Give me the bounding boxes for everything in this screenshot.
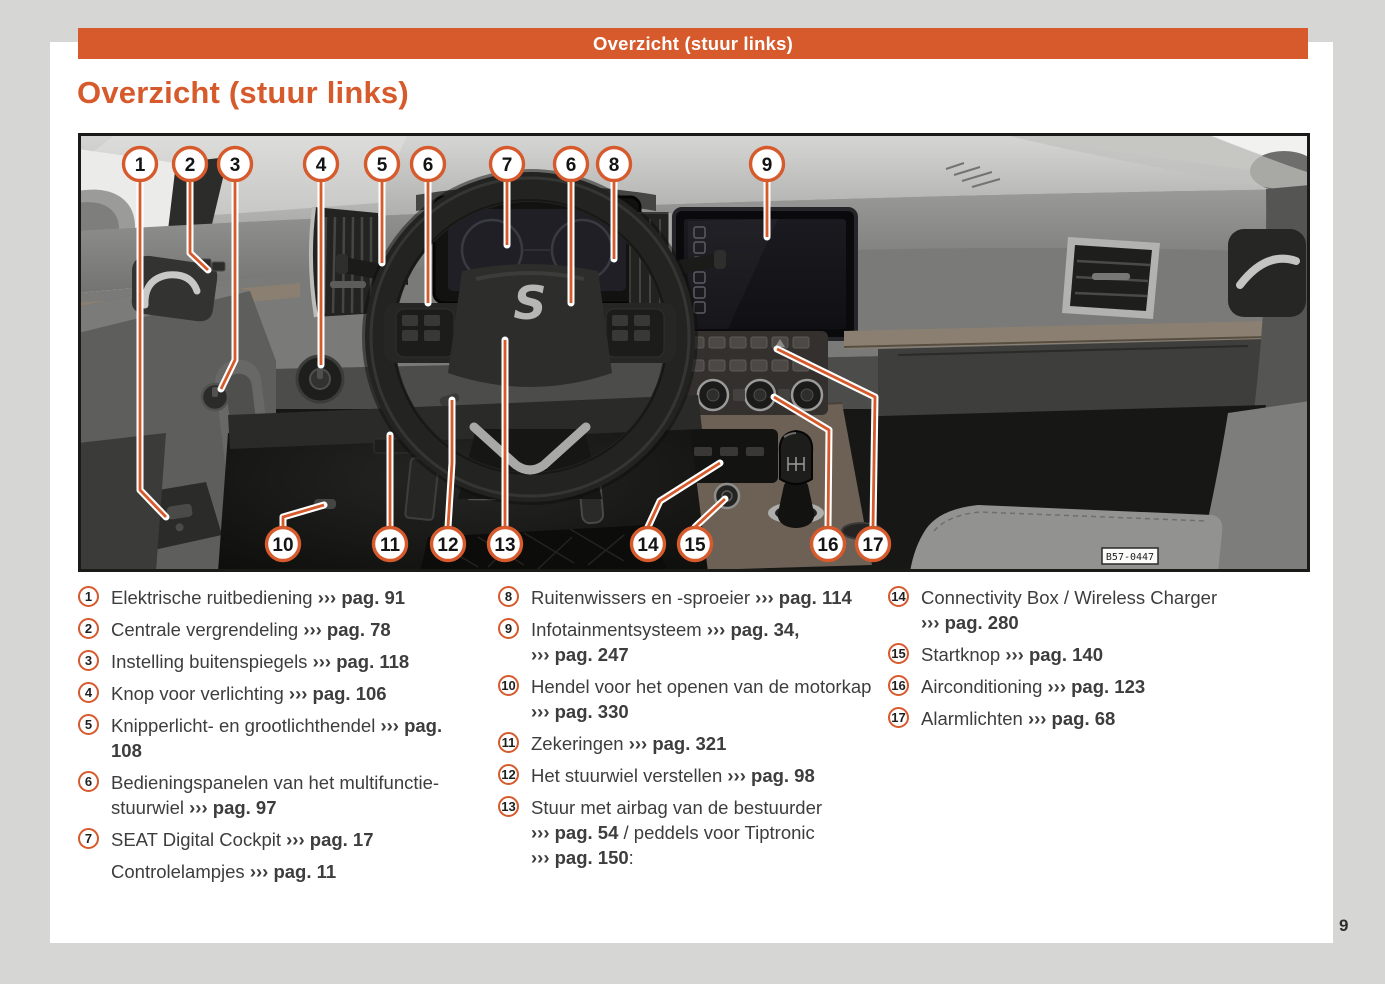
page-number: 9 xyxy=(1339,916,1349,935)
legend-item-number: 13 xyxy=(498,796,519,817)
legend-item-number: 15 xyxy=(888,643,909,664)
climate-control-panel xyxy=(680,331,828,415)
legend-text-segment: Alarmlichten xyxy=(921,708,1028,729)
legend-item-number: 9 xyxy=(498,618,519,639)
page-ref[interactable]: ››› pag. 98 xyxy=(727,765,815,786)
callout-number-3: 3 xyxy=(229,155,241,176)
legend-text-segment: Hendel voor het openen van de motorkap xyxy=(531,676,872,697)
legend-item-number: 2 xyxy=(78,618,99,639)
callout-number-7: 7 xyxy=(501,155,513,176)
legend-item-text xyxy=(111,770,439,820)
legend-item xyxy=(498,795,888,870)
legend-item-text xyxy=(111,713,442,763)
legend-item xyxy=(498,617,888,667)
legend-text-segment: Bedieningspanelen van het multifunctie- xyxy=(111,772,440,793)
figure-code-label xyxy=(1102,548,1158,564)
legend-text-segment: Zekeringen xyxy=(531,733,629,754)
legend-column-3 xyxy=(888,585,1320,738)
legend-text-segment: Het stuurwiel verstellen xyxy=(531,765,728,786)
legend-item-text xyxy=(921,674,1145,699)
page-ref[interactable]: ››› pag. 17 xyxy=(286,829,374,850)
legend-text-segment: Startknop xyxy=(921,644,1006,665)
legend-item xyxy=(888,642,1320,667)
legend-text-segment: : xyxy=(628,847,634,868)
legend-item-text xyxy=(531,617,799,667)
legend-item-number: 5 xyxy=(78,714,99,735)
page-ref[interactable]: ››› pag. 247 xyxy=(531,644,629,665)
legend-item-number: 11 xyxy=(498,732,519,753)
legend-item-number: 12 xyxy=(498,764,519,785)
page-ref[interactable]: ››› pag. 11 xyxy=(249,861,337,882)
legend-item xyxy=(498,731,888,756)
legend-item xyxy=(78,585,492,610)
legend-item xyxy=(888,585,1320,635)
right-air-vent xyxy=(1062,237,1160,319)
legend-item-number: 6 xyxy=(78,771,99,792)
legend-text-segment: Infotainmentsysteem xyxy=(531,619,707,640)
legend-item-text xyxy=(111,827,374,852)
page-ref[interactable]: ››› pag. 68 xyxy=(1027,708,1116,729)
legend-item-text xyxy=(921,706,1115,731)
climate-knobs xyxy=(698,380,822,410)
callout-number-10: 10 xyxy=(272,535,294,556)
legend-text-segment: Stuur met airbag van de bestuurder xyxy=(531,797,823,818)
legend-item xyxy=(78,770,492,820)
legend-item-text xyxy=(531,674,871,724)
legend-item-text xyxy=(111,585,405,610)
page-ref[interactable]: ››› pag. 106 xyxy=(288,683,387,704)
callout-number-4: 4 xyxy=(315,155,327,176)
legend-item xyxy=(78,649,492,674)
legend-item xyxy=(888,674,1320,699)
page-ref[interactable]: ››› pag. 91 xyxy=(317,587,406,608)
page-ref[interactable]: ››› pag. 330 xyxy=(531,701,629,722)
legend-item-text xyxy=(921,585,1217,635)
legend-item-text xyxy=(531,731,726,756)
legend-column-1 xyxy=(78,585,492,891)
page-ref[interactable]: ››› pag. 123 xyxy=(1047,676,1146,697)
page-ref[interactable]: ››› pag. 97 xyxy=(189,797,277,818)
legend-item xyxy=(78,681,492,706)
callout-number-13: 13 xyxy=(494,535,516,556)
legend-item-text xyxy=(531,763,815,788)
legend-item xyxy=(78,859,492,884)
legend-item-number: 14 xyxy=(888,586,909,607)
legend-item-number: 8 xyxy=(498,586,519,607)
callout-number-15: 15 xyxy=(684,535,706,556)
page-ref[interactable]: ››› pag. 34, xyxy=(706,619,800,640)
callout-number-12: 12 xyxy=(437,535,459,556)
page-ref[interactable]: ››› pag. 140 xyxy=(1005,644,1103,665)
callout-number-11: 11 xyxy=(379,535,401,556)
callout-number-8: 8 xyxy=(608,155,620,176)
callout-number-16: 16 xyxy=(817,535,839,556)
legend-item-text xyxy=(111,859,336,884)
legend-text-segment: Knipperlicht- en grootlichthendel xyxy=(111,715,381,736)
legend-item-number: 1 xyxy=(78,586,99,607)
legend-item xyxy=(78,827,492,852)
legend-item-number: 7 xyxy=(78,828,99,849)
legend-item-text xyxy=(111,649,409,674)
callout-number-5: 5 xyxy=(376,155,388,176)
legend-item xyxy=(498,674,888,724)
legend-text-segment: Controlelampjes xyxy=(111,861,250,882)
legend-item-number: 10 xyxy=(498,675,519,696)
legend-text-segment: Airconditioning xyxy=(921,676,1048,697)
page-ref[interactable]: ››› pag. 150 xyxy=(531,847,629,868)
page-header-bar xyxy=(78,28,1308,59)
legend-text-segment: stuurwiel xyxy=(111,797,190,818)
legend-text-segment: Ruitenwissers en -sproeier xyxy=(531,587,756,608)
page-title: Overzicht (stuur links) xyxy=(77,75,409,110)
dashboard-photo xyxy=(78,133,1310,572)
legend-item xyxy=(498,585,888,610)
manual-page xyxy=(50,32,1333,943)
legend-item-text xyxy=(111,617,391,642)
legend-text-segment: Connectivity Box / Wireless Charger xyxy=(921,587,1218,608)
legend-text-segment: Centrale vergrendeling xyxy=(111,619,304,640)
page-ref[interactable]: ››› pag. 118 xyxy=(312,651,410,672)
page-ref[interactable]: ››› pag. 321 xyxy=(628,733,727,754)
legend-text-segment: SEAT Digital Cockpit xyxy=(111,829,287,850)
legend-item-number: 17 xyxy=(888,707,909,728)
callout-number-17: 17 xyxy=(862,535,884,556)
legend-item xyxy=(78,617,492,642)
dashboard-figure xyxy=(78,133,1310,572)
legend-item-number: 16 xyxy=(888,675,909,696)
page-ref[interactable]: ››› pag. 78 xyxy=(303,619,391,640)
legend-text-segment: Elektrische ruitbediening xyxy=(111,587,318,608)
legend-item-number: 3 xyxy=(78,650,99,671)
svg-text:B57-0447: B57-0447 xyxy=(1105,552,1155,563)
page-ref[interactable]: ››› pag. 54 xyxy=(531,822,619,843)
legend-item-text xyxy=(531,795,822,870)
legend-item xyxy=(498,763,888,788)
legend-item-text xyxy=(111,681,387,706)
legend-text-segment: Knop voor verlichting xyxy=(111,683,289,704)
page-ref[interactable]: ››› pag. 114 xyxy=(755,587,852,608)
page-ref[interactable]: ››› pag. 280 xyxy=(921,612,1019,633)
callout-number-1: 1 xyxy=(134,155,146,176)
header-bar-label: Overzicht (stuur links) xyxy=(593,32,793,54)
legend-item-text xyxy=(921,642,1103,667)
callout-number-9: 9 xyxy=(761,155,773,176)
glovebox xyxy=(878,339,1266,417)
legend-text-segment: Instelling buitenspiegels xyxy=(111,651,313,672)
page-ref[interactable]: ››› pag. xyxy=(380,715,443,736)
legend-text-segment: / peddels voor Tiptronic xyxy=(618,822,815,843)
legend-item xyxy=(78,713,492,763)
callout-number-2: 2 xyxy=(184,155,196,176)
legend-item-number: 4 xyxy=(78,682,99,703)
legend-item-text xyxy=(531,585,852,610)
callout-number-6: 6 xyxy=(422,155,434,176)
callout-number-14: 14 xyxy=(637,535,659,556)
callout-number-6: 6 xyxy=(565,155,577,176)
legend-item xyxy=(888,706,1320,731)
legend-column-2 xyxy=(498,585,888,877)
center-armrest xyxy=(910,505,1222,572)
seat-logo: S xyxy=(513,276,547,330)
page-ref[interactable]: 108 xyxy=(111,740,142,761)
